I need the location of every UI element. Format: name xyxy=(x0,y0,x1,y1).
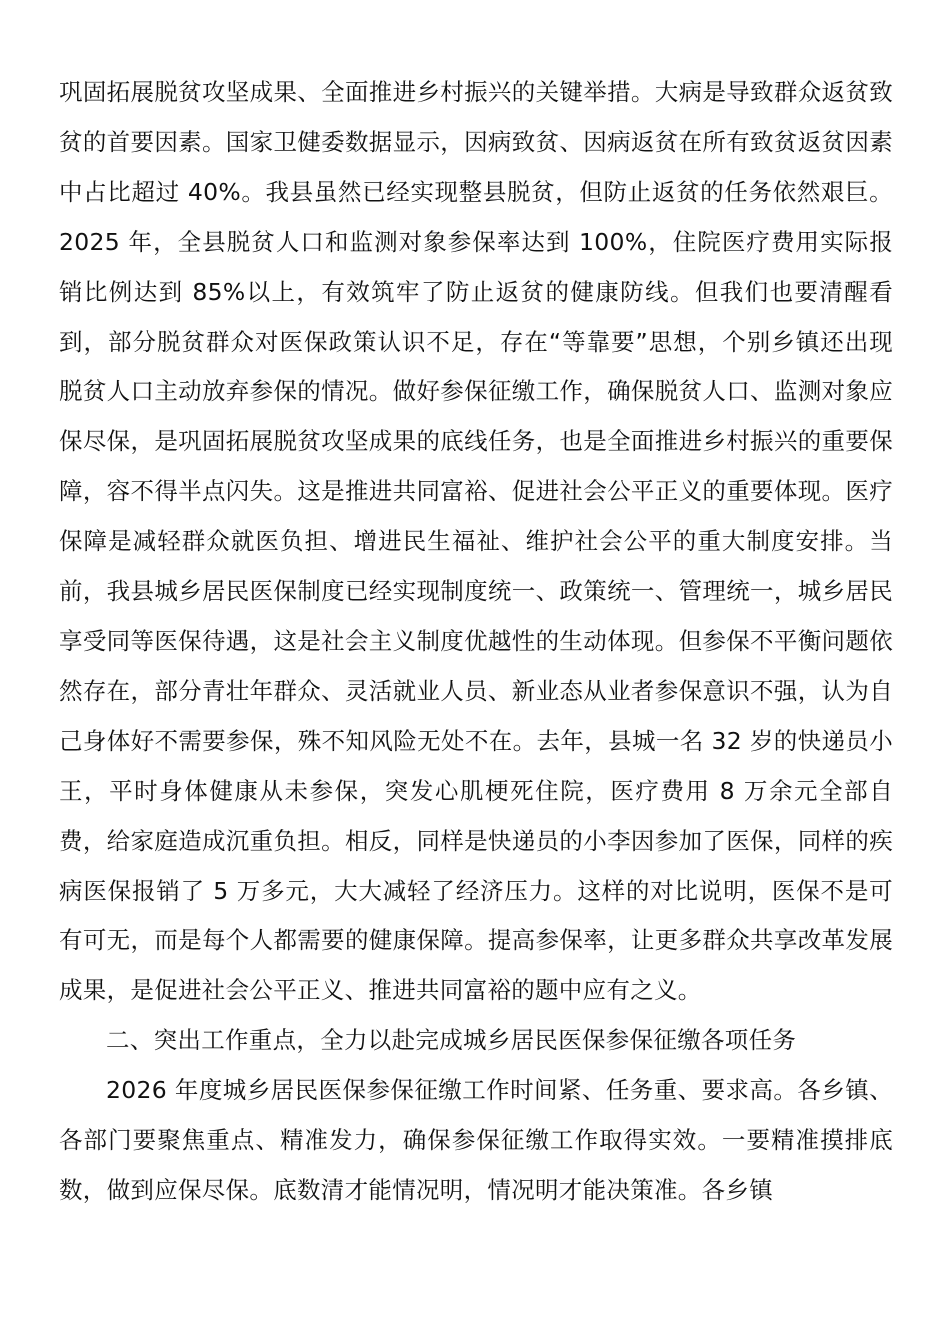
document-page xyxy=(59,68,893,1216)
body-paragraph: 巩固拓展脱贫攻坚成果、全面推进乡村振兴的关键举措。大病是导致群众返贫致贫的首要因素。国家卫健委数据显示，因病致贫、因病返贫在所有致贫返贫因素中占比超过 40%。我县虽然已经实现整县脱贫，但防止返贫的任务依然艰巨。2025 年，全县脱贫人口和监测对象参保率达到 100%，住院医疗费用实际报销比例达到 85%以上，有效筑牢了防止返贫的健康防线。但我们也要清醒看到，部分脱贫群众对医保政策认识不足，存在“等靠要”思想，个别乡镇还出现脱贫人口主动放弃参保的情况。做好参保征缴工作，确保脱贫人口、监测对象应保尽保，是巩固拓展脱贫攻坚成果的底线任务，也是全面推进乡村振兴的重要保障，容不得半点闪失。这是推进共同富裕、促进社会公平正义的重要体现。医疗保障是减轻群众就医负担、增进民生福祉、维护社会公平的重大制度安排。当前，我县城乡居民医保制度已经实现制度统一、政策统一、管理统一，城乡居民享受同等医保待遇，这是社会主义制度优越性的生动体现。但参保不平衡问题依然存在，部分青壮年群众、灵活就业人员、新业态从业者参保意识不强，认为自己身体好不需要参保，殊不知风险无处不在。去年，县城一名 32 岁的快递员小王，平时身体健康从未参保，突发心肌梗死住院，医疗费用 8 万余元全部自费，给家庭造成沉重负担。相反，同样是快递员的小李因参加了医保，同样的疾病医保报销了 5 万多元，大大减轻了经济压力。这样的对比说明，医保不是可有可无，而是每个人都需要的健康保障。提高参保率，让更多群众共享改革发展成果，是促进社会公平正义、推进共同富裕的题中应有之义。 xyxy=(59,78,893,1005)
closing-paragraph: 2026 年度城乡居民医保参保征缴工作时间紧、任务重、要求高。各乡镇、各部门要聚焦重点、精准发力，确保参保征缴工作取得实效。一要精准摸排底数，做到应保尽保。底数清才能情况明，情况明才能决策准。各乡镇 xyxy=(59,1076,893,1204)
section-heading: 二、突出工作重点，全力以赴完成城乡居民医保参保征缴各项任务 xyxy=(106,1026,797,1055)
